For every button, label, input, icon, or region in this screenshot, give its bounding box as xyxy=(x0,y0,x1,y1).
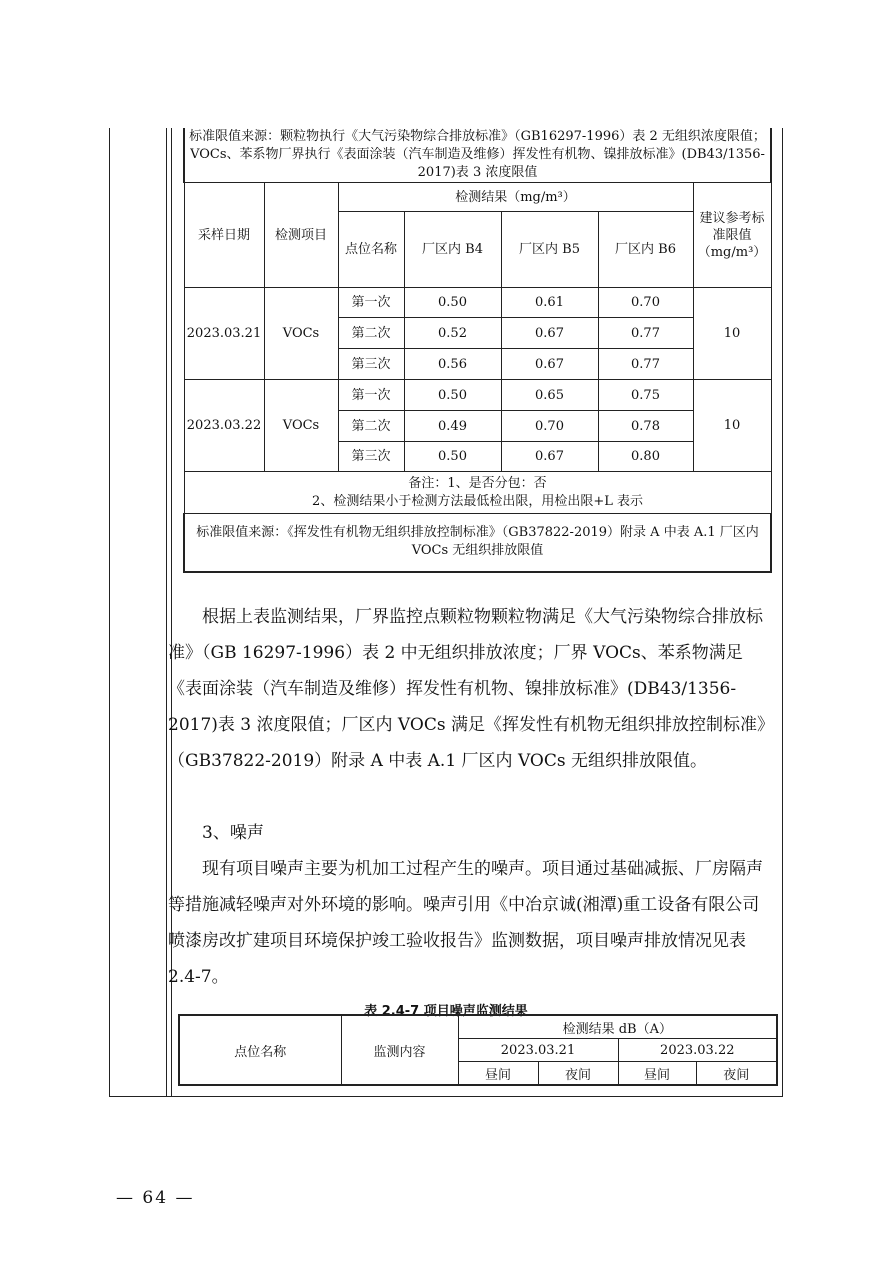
section-heading-noise: 3、噪声 xyxy=(202,823,264,843)
header-result-group: 检测结果（mg/m³） xyxy=(338,183,693,212)
cell-b6: 0.77 xyxy=(598,349,693,380)
cell-b5: 0.70 xyxy=(501,411,598,442)
cell-b6: 0.75 xyxy=(598,380,693,411)
cell-b5: 0.61 xyxy=(501,288,598,318)
row-time: 第一次 xyxy=(338,380,404,411)
conclusion-paragraph: 根据上表监测结果，厂界监控点颗粒物颗粒物满足《大气污染物综合排放标准》（GB 16297-1996）表 2 中无组织排放浓度；厂界 VOCs、苯系物满足《表面涂装（汽车制造及维修）挥发性有机物、镍排放标准》(DB43/1356-2017)表 3 浓度限值；厂区内 VOCs 满足《挥发性有机物无组织排放控制标准》（GB37822-2019）附录 A 中表 A.1 厂区内 VOCs 无组织排放限值。 xyxy=(168,607,774,771)
table-row xyxy=(184,380,771,411)
cell-b5: 0.67 xyxy=(501,442,598,472)
header-b5: 厂区内 B5 xyxy=(501,212,598,288)
noise-header-night1: 夜间 xyxy=(538,1062,618,1086)
noise-header-day1: 昼间 xyxy=(458,1062,538,1086)
noise-paragraph: 现有项目噪声主要为机加工过程产生的噪声。项目通过基础减振、厂房隔声等措施减轻噪声对外环境的影响。噪声引用《中冶京诚(湘潭)重工设备有限公司喷漆房改扩建项目环境保护竣工验收报告》监测数据，项目噪声排放情况见表 2.4-7。 xyxy=(168,859,763,987)
header-b6: 厂区内 B6 xyxy=(598,212,693,288)
standard-source-note xyxy=(184,128,771,183)
group-date: 2023.03.21 xyxy=(184,288,264,380)
cell-b5: 0.65 xyxy=(501,380,598,411)
header-point-name: 点位名称 xyxy=(338,212,404,288)
cell-b6: 0.70 xyxy=(598,288,693,318)
header-b4: 厂区内 B4 xyxy=(404,212,501,288)
row-time: 第二次 xyxy=(338,411,404,442)
standard-source-note-2 xyxy=(184,514,771,572)
row-time: 第三次 xyxy=(338,349,404,380)
cell-b4: 0.50 xyxy=(404,288,501,318)
noise-header-point: 点位名称 xyxy=(179,1015,341,1085)
noise-header-date2: 2023.03.22 xyxy=(618,1039,777,1062)
group-limit: 10 xyxy=(693,288,771,380)
cell-b4: 0.50 xyxy=(404,442,501,472)
row-time: 第一次 xyxy=(338,288,404,318)
header-limit: 建议参考标准限值（mg/m³） xyxy=(693,183,771,288)
header-item: 检测项目 xyxy=(264,183,338,288)
cell-b4: 0.52 xyxy=(404,318,501,349)
noise-header-result: 检测结果 dB（A） xyxy=(458,1015,777,1039)
noise-table-caption: 表 2.4-7 项目噪声监测结果 xyxy=(364,1004,528,1019)
noise-header-day2: 昼间 xyxy=(618,1062,696,1086)
standard-note-line-2: VOCs、苯系物厂界执行《表面涂装（汽车制造及维修）挥发性有机物、镍排放标准》(DB43/1356-2017)表 3 浓度限值 xyxy=(190,147,765,180)
row-time: 第二次 xyxy=(338,318,404,349)
cell-b4: 0.50 xyxy=(404,380,501,411)
cell-b6: 0.78 xyxy=(598,411,693,442)
group-limit: 10 xyxy=(693,380,771,472)
cell-b4: 0.56 xyxy=(404,349,501,380)
remark-1: 备注：1、是否分包：否 xyxy=(408,475,547,491)
group-date: 2023.03.22 xyxy=(184,380,264,472)
table-row xyxy=(184,288,771,318)
cell-b4: 0.49 xyxy=(404,411,501,442)
group-item: VOCs xyxy=(264,380,338,472)
header-sampling-date: 采样日期 xyxy=(184,183,264,288)
noise-header-date1: 2023.03.21 xyxy=(458,1039,618,1062)
row-time: 第三次 xyxy=(338,442,404,472)
noise-header-night2: 夜间 xyxy=(696,1062,777,1086)
cell-b5: 0.67 xyxy=(501,318,598,349)
remarks xyxy=(184,472,771,514)
voc-monitoring-table xyxy=(183,128,772,573)
page-number: — 64 — xyxy=(116,1188,195,1208)
group-item: VOCs xyxy=(264,288,338,380)
standard-note-line-1: 标准限值来源：颗粒物执行《大气污染物综合排放标准》（GB16297-1996）表 2 无组织浓度限值； xyxy=(189,129,766,144)
noise-monitoring-table xyxy=(178,1014,778,1086)
cell-b6: 0.80 xyxy=(598,442,693,472)
noise-header-content: 监测内容 xyxy=(341,1015,458,1085)
cell-b5: 0.67 xyxy=(501,349,598,380)
cell-b6: 0.77 xyxy=(598,318,693,349)
remark-2: 2、检测结果小于检测方法最低检出限，用检出限+L 表示 xyxy=(312,493,643,509)
standard-note-line-3: 标准限值来源：《挥发性有机物无组织排放控制标准》（GB37822-2019）附录 A 中表 A.1 厂区内 VOCs 无组织排放限值 xyxy=(196,525,759,559)
